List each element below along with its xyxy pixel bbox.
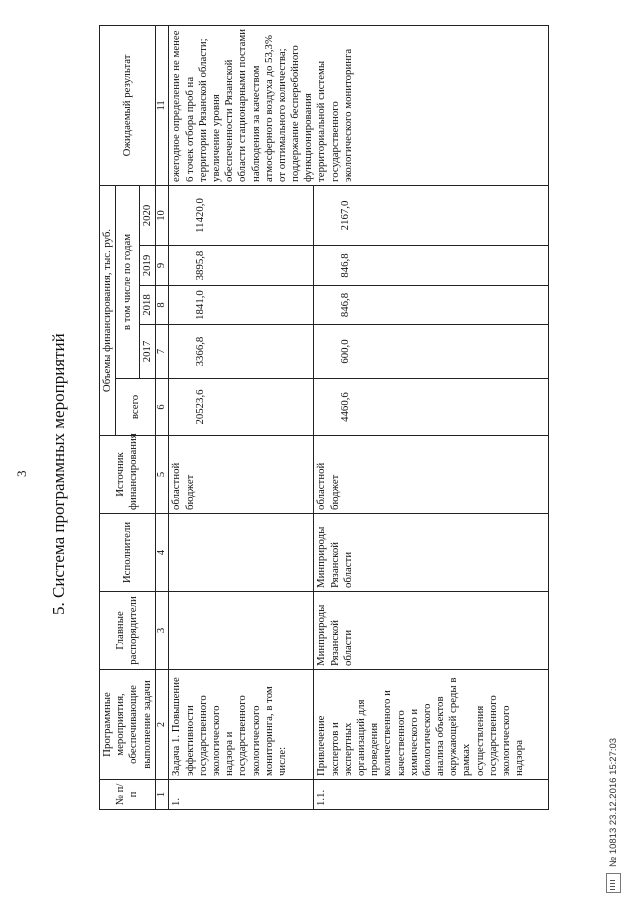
page-title: 5. Система программных мероприятий [49,333,68,615]
col-number: 7 [155,325,169,379]
col-number: 8 [155,286,169,325]
header-source: Источник финансирования [100,436,156,514]
header-executors: Исполнители [100,514,156,592]
header-num: № п/п [100,780,156,810]
row-2019: 3895,8 [169,246,314,286]
row-num: 1. [169,780,314,810]
row-measure: Задача 1. Повышение эффективности государственного экологического надзора и государственного экологического мониторинга, в том числе: [169,670,314,780]
table-row [169,25,314,809]
row-source: областной бюджет [314,436,549,514]
measures-table [99,25,549,810]
row-2020: 2167,0 [314,185,549,245]
header-funding: Объемы финансирования, тыс. руб. [100,185,116,435]
row-num: 1.1. [314,780,549,810]
header-total: всего [116,379,156,436]
col-number: 3 [155,592,169,670]
col-number: 5 [155,436,169,514]
header-year-2018: 2018 [139,286,155,325]
row-expected-result: ежегодное определение не менее 6 точек отбора проб на территории Рязанской области; увеличение уровня обеспеченности Рязанской области стационарными постами наблюдения за качеством атмосферного воздуха до 53,3% от оптимального количества; поддержание бесперебойного функционирования территориальной системы государственного экологического мониторинга [169,25,549,185]
header-measures: Программные мероприятия, обеспечивающие выполнение задачи [100,670,156,780]
row-2017: 3366,8 [169,325,314,379]
row-manager [169,592,314,670]
col-number: 10 [155,185,169,245]
row-2018: 846,8 [314,286,549,325]
row-2019: 846,8 [314,246,549,286]
col-number: 9 [155,246,169,286]
header-row [100,25,116,809]
header-by-years: в том числе по годам [116,185,139,378]
row-executor: Минприроды Рязанской области [314,514,549,592]
row-2017: 600,0 [314,325,549,379]
header-year-2019: 2019 [139,246,155,286]
row-2018: 1841,0 [169,286,314,325]
document-footer: № 10813 23.12.2016 15:27:03 [608,737,619,867]
col-number: 11 [155,25,169,185]
row-2020: 11420,0 [169,185,314,245]
row-executor [169,514,314,592]
header-year-2020: 2020 [139,185,155,245]
header-result: Ожидаемый результат [100,25,156,185]
row-measure: Привлечение экспертов и экспертных организаций для проведения количественного и качественного химического и биологического анализа объектов окружающей среды в рамках осуществления государственного экологического надзора [314,670,549,780]
column-numbers-row [155,25,169,809]
barcode-stamp [606,873,621,893]
header-year-2017: 2017 [139,325,155,379]
col-number: 6 [155,379,169,436]
col-number: 2 [155,670,169,780]
header-managers: Главные распорядители [100,592,156,670]
page-number: 3 [14,470,29,477]
row-total: 20523,6 [169,379,314,436]
row-source: областной бюджет [169,436,314,514]
row-total: 4460,6 [314,379,549,436]
row-manager: Минприроды Рязанской области [314,592,549,670]
col-number: 4 [155,514,169,592]
col-number: 1 [155,780,169,810]
